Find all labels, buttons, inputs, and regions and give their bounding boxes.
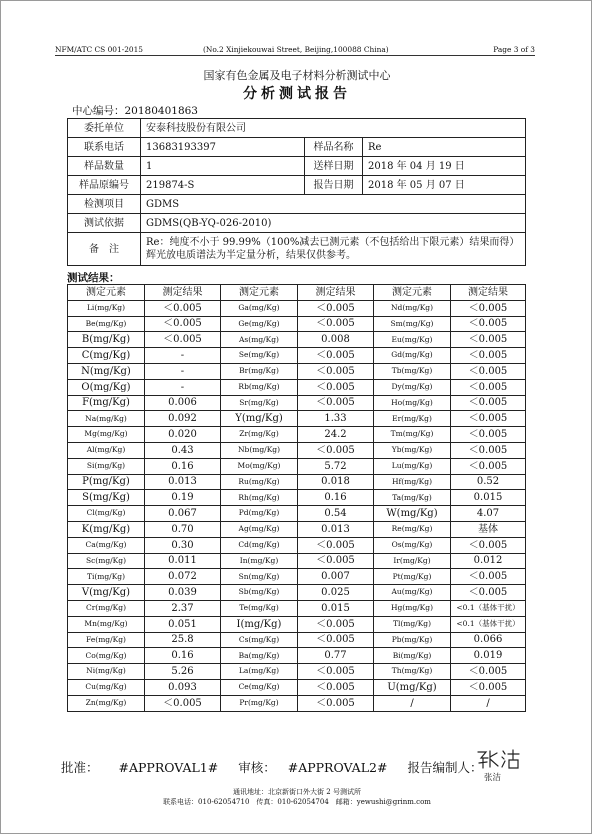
result-cell: 0.43 xyxy=(145,442,221,458)
result-cell: 1.33 xyxy=(298,411,374,427)
element-cell: Sc(mg/Kg) xyxy=(68,553,145,569)
result-cell: 25.8 xyxy=(145,632,221,648)
result-cell: 0.16 xyxy=(145,458,221,474)
element-cell: Hg(mg/Kg) xyxy=(374,600,451,616)
table-row xyxy=(68,363,526,379)
result-cell: ＜0.005 xyxy=(298,632,374,648)
result-cell: ＜0.005 xyxy=(451,316,526,332)
item-label: 检测项目 xyxy=(68,195,141,214)
column-header: 测定结果 xyxy=(451,285,526,301)
result-cell: ＜0.005 xyxy=(451,458,526,474)
element-cell: Al(mg/Kg) xyxy=(68,442,145,458)
result-cell: 0.072 xyxy=(145,569,221,585)
element-cell: C(mg/Kg) xyxy=(68,348,145,364)
table-row xyxy=(68,632,526,648)
result-cell: - xyxy=(145,363,221,379)
result-cell: 0.015 xyxy=(451,490,526,506)
result-cell: ＜0.005 xyxy=(298,616,374,632)
preparer-label: 报告编制人： xyxy=(407,760,483,775)
table-row xyxy=(68,585,526,601)
result-cell: 0.77 xyxy=(298,648,374,664)
element-cell: Y(mg/Kg) xyxy=(221,411,298,427)
result-cell: 0.011 xyxy=(145,553,221,569)
element-cell: Gd(mg/Kg) xyxy=(374,348,451,364)
result-cell: ＜0.005 xyxy=(298,348,374,364)
element-cell: Si(mg/Kg) xyxy=(68,458,145,474)
center-number: 中心编号：20180401863 xyxy=(72,105,198,117)
result-cell: 0.16 xyxy=(298,490,374,506)
result-cell: 0.70 xyxy=(145,521,221,537)
element-cell: K(mg/Kg) xyxy=(68,521,145,537)
result-cell: 0.066 xyxy=(451,632,526,648)
result-cell: ＜0.005 xyxy=(451,379,526,395)
element-cell: La(mg/Kg) xyxy=(221,664,298,680)
sample-name-label: 样品名称 xyxy=(305,138,363,157)
table-row xyxy=(68,569,526,585)
element-cell: Pt(mg/Kg) xyxy=(374,569,451,585)
result-cell: ＜0.005 xyxy=(145,332,221,348)
element-cell: Ce(mg/Kg) xyxy=(221,679,298,695)
result-cell: ＜0.005 xyxy=(451,427,526,443)
element-cell: Tl(mg/Kg) xyxy=(374,616,451,632)
element-cell: Cl(mg/Kg) xyxy=(68,506,145,522)
element-cell: Zr(mg/Kg) xyxy=(221,427,298,443)
element-cell: Tb(mg/Kg) xyxy=(374,363,451,379)
element-cell: W(mg/Kg) xyxy=(374,506,451,522)
result-cell: 4.07 xyxy=(451,506,526,522)
table-row xyxy=(68,521,526,537)
element-cell: Fe(mg/Kg) xyxy=(68,632,145,648)
result-cell: 5.26 xyxy=(145,664,221,680)
result-cell: ＜0.005 xyxy=(298,695,374,711)
element-cell: Dy(mg/Kg) xyxy=(374,379,451,395)
element-cell: Pr(mg/Kg) xyxy=(221,695,298,711)
element-cell: O(mg/Kg) xyxy=(68,379,145,395)
element-cell: Te(mg/Kg) xyxy=(221,600,298,616)
element-cell: Os(mg/Kg) xyxy=(374,537,451,553)
result-cell: ＜0.005 xyxy=(145,316,221,332)
table-row xyxy=(68,648,526,664)
element-cell: Sb(mg/Kg) xyxy=(221,585,298,601)
result-cell: 0.067 xyxy=(145,506,221,522)
info-row xyxy=(68,233,526,266)
table-row xyxy=(68,316,526,332)
result-cell: ＜0.005 xyxy=(298,316,374,332)
result-cell: ＜0.005 xyxy=(298,379,374,395)
table-row xyxy=(68,379,526,395)
info-row xyxy=(68,214,526,233)
result-cell: 0.30 xyxy=(145,537,221,553)
page-number: Page 3 of 3 xyxy=(493,45,535,54)
element-cell: Mn(mg/Kg) xyxy=(68,616,145,632)
result-cell: ＜0.005 xyxy=(451,300,526,316)
element-cell: Co(mg/Kg) xyxy=(68,648,145,664)
result-cell: 0.025 xyxy=(298,585,374,601)
element-cell: Ag(mg/Kg) xyxy=(221,521,298,537)
table-row xyxy=(68,537,526,553)
element-cell: Mg(mg/Kg) xyxy=(68,427,145,443)
element-cell: Ge(mg/Kg) xyxy=(221,316,298,332)
table-row xyxy=(68,332,526,348)
element-cell: Sr(mg/Kg) xyxy=(221,395,298,411)
element-cell: Ga(mg/Kg) xyxy=(221,300,298,316)
result-cell: ＜0.005 xyxy=(298,300,374,316)
signature-line xyxy=(61,758,482,776)
result-cell: ＜0.005 xyxy=(298,442,374,458)
item-value: GDMS xyxy=(141,195,526,214)
report-date-value: 2018 年 05 月 07 日 xyxy=(363,176,526,195)
table-row xyxy=(68,679,526,695)
element-cell: Pb(mg/Kg) xyxy=(374,632,451,648)
table-row xyxy=(68,458,526,474)
phone-label: 联系电话 xyxy=(68,138,141,157)
element-cell: Pd(mg/Kg) xyxy=(221,506,298,522)
table-row xyxy=(68,600,526,616)
result-cell: <0.1（基体干扰） xyxy=(451,600,526,616)
column-header: 测定元素 xyxy=(221,285,298,301)
client-value: 安泰科技股份有限公司 xyxy=(141,119,526,138)
column-header: 测定元素 xyxy=(68,285,145,301)
element-cell: Br(mg/Kg) xyxy=(221,363,298,379)
element-cell: P(mg/Kg) xyxy=(68,474,145,490)
result-cell: 0.16 xyxy=(145,648,221,664)
result-cell: ＜0.005 xyxy=(451,363,526,379)
result-cell: 0.093 xyxy=(145,679,221,695)
result-cell: 0.007 xyxy=(298,569,374,585)
result-cell: ＜0.005 xyxy=(451,569,526,585)
element-cell: Rh(mg/Kg) xyxy=(221,490,298,506)
result-cell: 0.52 xyxy=(451,474,526,490)
sample-name-value: Re xyxy=(363,138,526,157)
result-cell: 0.008 xyxy=(298,332,374,348)
results-table xyxy=(67,284,526,712)
orig-no-label: 样品原编号 xyxy=(68,176,141,195)
result-cell: 2.37 xyxy=(145,600,221,616)
review-value: #APPROVAL2# xyxy=(287,760,388,775)
element-cell: Ir(mg/Kg) xyxy=(374,553,451,569)
approve-value: #APPROVAL1# xyxy=(118,760,219,775)
handwritten-signature xyxy=(475,747,523,771)
address-en: (No.2 Xinjiekouwai Street, Beijing,100088 China) xyxy=(203,45,389,54)
table-row xyxy=(68,616,526,632)
review-label: 审核： xyxy=(238,760,276,775)
element-cell: Au(mg/Kg) xyxy=(374,585,451,601)
element-cell: Cr(mg/Kg) xyxy=(68,600,145,616)
result-cell: ＜0.005 xyxy=(298,664,374,680)
send-date-value: 2018 年 04 月 19 日 xyxy=(363,157,526,176)
result-cell: 0.013 xyxy=(298,521,374,537)
element-cell: Se(mg/Kg) xyxy=(221,348,298,364)
result-cell: - xyxy=(145,379,221,395)
result-cell: ＜0.005 xyxy=(451,395,526,411)
result-cell: 0.012 xyxy=(451,553,526,569)
header-divider xyxy=(55,55,535,56)
result-cell: ＜0.005 xyxy=(451,537,526,553)
element-cell: Lu(mg/Kg) xyxy=(374,458,451,474)
element-cell: Ta(mg/Kg) xyxy=(374,490,451,506)
element-cell: Er(mg/Kg) xyxy=(374,411,451,427)
element-cell: In(mg/Kg) xyxy=(221,553,298,569)
element-cell: Sn(mg/Kg) xyxy=(221,569,298,585)
result-cell: - xyxy=(145,348,221,364)
result-cell: ＜0.005 xyxy=(451,348,526,364)
table-row xyxy=(68,490,526,506)
result-cell: 5.72 xyxy=(298,458,374,474)
column-header: 测定结果 xyxy=(298,285,374,301)
element-cell: Ba(mg/Kg) xyxy=(221,648,298,664)
element-cell: Nd(mg/Kg) xyxy=(374,300,451,316)
column-header: 测定结果 xyxy=(145,285,221,301)
result-cell: ＜0.005 xyxy=(451,679,526,695)
doc-code: NFM/ATC CS 001-2015 xyxy=(55,45,143,54)
result-cell: 0.092 xyxy=(145,411,221,427)
element-cell: I(mg/Kg) xyxy=(221,616,298,632)
element-cell: Na(mg/Kg) xyxy=(68,411,145,427)
result-cell: ＜0.005 xyxy=(298,553,374,569)
remark-value: Re：纯度不小于 99.99%（100%减去已测元素（不包括给出下限元素）结果而得） 辉光放电质谱法为半定量分析，结果仅供参考。 xyxy=(141,233,526,266)
result-cell: ＜0.005 xyxy=(298,679,374,695)
result-cell: 0.051 xyxy=(145,616,221,632)
element-cell: Th(mg/Kg) xyxy=(374,664,451,680)
org-name: 国家有色金属及电子材料分析测试中心 xyxy=(203,69,391,82)
table-row xyxy=(68,695,526,711)
result-cell: 0.015 xyxy=(298,600,374,616)
element-cell: Eu(mg/Kg) xyxy=(374,332,451,348)
result-cell: 0.19 xyxy=(145,490,221,506)
element-cell: Be(mg/Kg) xyxy=(68,316,145,332)
qty-label: 样品数量 xyxy=(68,157,141,176)
approve-label: 批准： xyxy=(61,760,99,775)
element-cell: Nb(mg/Kg) xyxy=(221,442,298,458)
element-cell: Ho(mg/Kg) xyxy=(374,395,451,411)
results-label: 测试结果： xyxy=(67,272,120,284)
result-cell: ＜0.005 xyxy=(298,537,374,553)
result-cell: ＜0.005 xyxy=(451,411,526,427)
table-row xyxy=(68,474,526,490)
info-row xyxy=(68,138,526,157)
table-row xyxy=(68,664,526,680)
table-row xyxy=(68,411,526,427)
element-cell: Bi(mg/Kg) xyxy=(374,648,451,664)
results-body xyxy=(68,300,526,711)
table-row xyxy=(68,442,526,458)
qty-value: 1 xyxy=(141,157,305,176)
element-cell: F(mg/Kg) xyxy=(68,395,145,411)
result-cell: / xyxy=(451,695,526,711)
element-cell: Li(mg/Kg) xyxy=(68,300,145,316)
element-cell: Mo(mg/Kg) xyxy=(221,458,298,474)
result-cell: ＜0.005 xyxy=(451,664,526,680)
element-cell: B(mg/Kg) xyxy=(68,332,145,348)
element-cell: Sm(mg/Kg) xyxy=(374,316,451,332)
table-row xyxy=(68,553,526,569)
result-cell: 0.013 xyxy=(145,474,221,490)
element-cell: Hf(mg/Kg) xyxy=(374,474,451,490)
result-cell: ＜0.005 xyxy=(451,585,526,601)
element-cell: Cu(mg/Kg) xyxy=(68,679,145,695)
table-row xyxy=(68,506,526,522)
element-cell: As(mg/Kg) xyxy=(221,332,298,348)
table-row xyxy=(68,427,526,443)
footer-address: 通讯地址：北京新街口外大街 2 号测试所 xyxy=(233,788,361,796)
basis-label: 测试依据 xyxy=(68,214,141,233)
element-cell: Ru(mg/Kg) xyxy=(221,474,298,490)
result-cell: 0.019 xyxy=(451,648,526,664)
info-row xyxy=(68,195,526,214)
result-cell: ＜0.005 xyxy=(451,332,526,348)
element-cell: Zn(mg/Kg) xyxy=(68,695,145,711)
result-cell: ＜0.005 xyxy=(451,442,526,458)
info-row xyxy=(68,157,526,176)
result-cell: <0.1（基体干扰） xyxy=(451,616,526,632)
result-cell: ＜0.005 xyxy=(145,300,221,316)
result-cell: 0.020 xyxy=(145,427,221,443)
preparer-name: 张洁 xyxy=(484,773,502,783)
element-cell: V(mg/Kg) xyxy=(68,585,145,601)
element-cell: / xyxy=(374,695,451,711)
element-cell: S(mg/Kg) xyxy=(68,490,145,506)
element-cell: Re(mg/Kg) xyxy=(374,521,451,537)
result-cell: 24.2 xyxy=(298,427,374,443)
table-row xyxy=(68,300,526,316)
element-cell: Cd(mg/Kg) xyxy=(221,537,298,553)
info-row xyxy=(68,119,526,138)
send-date-label: 送样日期 xyxy=(305,157,363,176)
element-cell: Cs(mg/Kg) xyxy=(221,632,298,648)
table-row xyxy=(68,348,526,364)
result-cell: 0.018 xyxy=(298,474,374,490)
client-label: 委托单位 xyxy=(68,119,141,138)
result-cell: ＜0.005 xyxy=(298,363,374,379)
basis-value: GDMS(QB-YQ-026-2010) xyxy=(141,214,526,233)
info-row xyxy=(68,176,526,195)
report-date-label: 报告日期 xyxy=(305,176,363,195)
result-cell: 0.54 xyxy=(298,506,374,522)
column-header: 测定元素 xyxy=(374,285,451,301)
orig-no-value: 219874-S xyxy=(141,176,305,195)
info-table xyxy=(67,118,526,266)
table-row xyxy=(68,395,526,411)
element-cell: Tm(mg/Kg) xyxy=(374,427,451,443)
element-cell: Ni(mg/Kg) xyxy=(68,664,145,680)
result-cell: ＜0.005 xyxy=(145,695,221,711)
element-cell: Ca(mg/Kg) xyxy=(68,537,145,553)
result-cell: ＜0.005 xyxy=(298,395,374,411)
result-cell: 0.006 xyxy=(145,395,221,411)
result-cell: 基体 xyxy=(451,521,526,537)
element-cell: Yb(mg/Kg) xyxy=(374,442,451,458)
element-cell: Rb(mg/Kg) xyxy=(221,379,298,395)
report-title: 分析测试报告 xyxy=(243,86,351,102)
element-cell: N(mg/Kg) xyxy=(68,363,145,379)
result-cell: 0.039 xyxy=(145,585,221,601)
footer-contact: 联系电话：010-62054710 传真：010-62054704 邮箱：yewushi@grinm.com xyxy=(163,798,431,806)
results-header-row xyxy=(68,285,526,301)
phone-value: 13683193397 xyxy=(141,138,305,157)
remark-label: 备 注 xyxy=(68,233,141,266)
element-cell: U(mg/Kg) xyxy=(374,679,451,695)
element-cell: Ti(mg/Kg) xyxy=(68,569,145,585)
